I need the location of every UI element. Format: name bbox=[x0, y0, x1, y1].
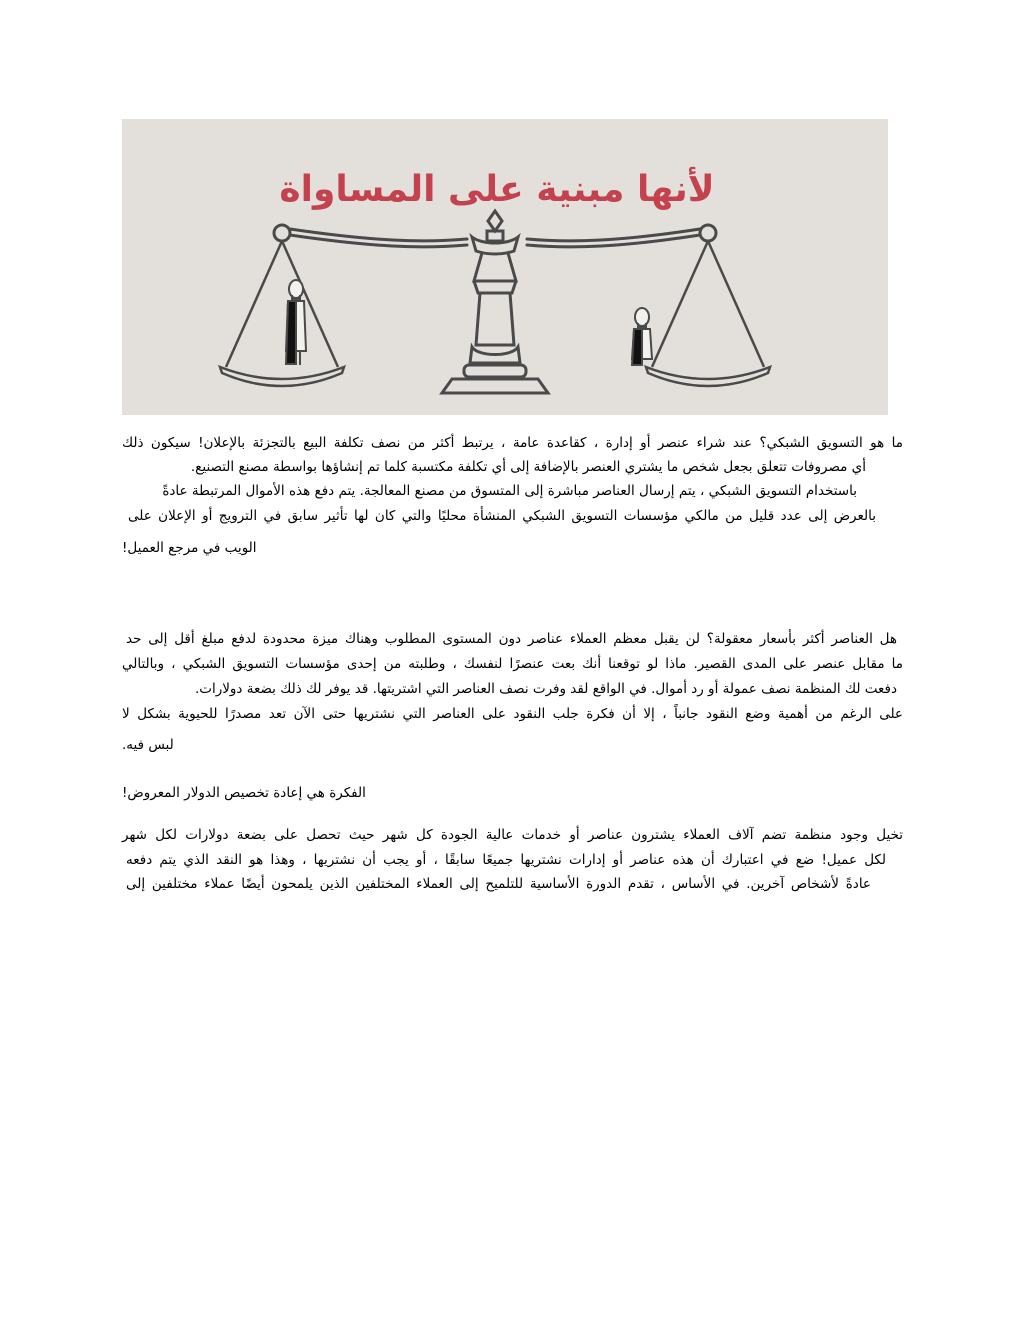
text-line: ما مقابل عنصر على المدى القصير. ماذا لو توقعنا أنك بعت عنصرًا لنفسك ، وطلبته من إحدى مؤسسات التسويق الشبكي ، وبالتالي bbox=[122, 656, 903, 672]
text-line: هل العناصر أكثر بأسعار معقولة؟ لن يقبل معظم العملاء عناصر دون المستوى المطلوب وهناك ميزة محدودة لدفع مبلغ أقل إلى حد bbox=[126, 631, 897, 647]
text-line: أي مصروفات تتعلق بجعل شخص ما يشتري العنصر بالإضافة إلى أي تكلفة مكتسبة كلما تم إنشاؤها بواسطة مصنع التصنيع. bbox=[190, 459, 866, 475]
balance-scale-illustration bbox=[122, 119, 888, 415]
text-line: عادةً لأشخاص آخرين. في الأساس ، تقدم الدورة الأساسية للتلميح إلى العملاء المختلفين الذين يلمحون أيضًا عملاء مختلفين إلى bbox=[126, 876, 871, 892]
illustration-background bbox=[122, 119, 888, 415]
text-line: دفعت لك المنظمة نصف عمولة أو رد أموال. في الواقع لقد وفرت نصف العناصر التي اشتريتها. قد يوفر لك ذلك بضعة دولارات. bbox=[194, 681, 897, 697]
text-line: الفكرة هي إعادة تخصيص الدولار المعروض! bbox=[122, 785, 366, 801]
text-line: بالعرض إلى عدد قليل من مالكي مؤسسات التسويق الشبكي المنشأة محليًا والتي كان لها تأثير سابق في الترويج أو الإعلان على bbox=[128, 508, 876, 524]
text-line: لكل عميل! ضع في اعتبارك أن هذه عناصر أو إدارات نشتريها جميعًا سابقًا ، أو يجب أن نشتريها ، وهذا هو النقد الذي يتم دفعه bbox=[126, 852, 886, 868]
text-line: على الرغم من أهمية وضع النقود جانباً ، إلا أن فكرة جلب النقود على العناصر التي نشتريها حتى الآن تعد مصدرًا للحيوية بشكل لا bbox=[122, 706, 903, 722]
text-line: لبس فيه. bbox=[122, 737, 174, 753]
text-line: تخيل وجود منظمة تضم آلاف العملاء يشترون عناصر أو خدمات عالية الجودة كل شهر حيث تحصل على بضعة دولارات لكل شهر bbox=[122, 827, 903, 843]
text-line: باستخدام التسويق الشبكي ، يتم إرسال العناصر مباشرة إلى المتسوق من مصنع المعالجة. يتم دفع هذه الأموال المرتبطة عادةً bbox=[162, 483, 857, 499]
text-line: ما هو التسويق الشبكي؟ عند شراء عنصر أو إدارة ، كقاعدة عامة ، يرتبط أكثر من نصف تكلفة البيع بالتجزئة بالإعلان! سيكون ذلك bbox=[122, 435, 903, 451]
text-line: الويب في مرجع العميل! bbox=[122, 540, 257, 556]
illustration-caption: لأنها مبنية على المساواة bbox=[279, 169, 715, 210]
right-figure bbox=[632, 308, 652, 365]
